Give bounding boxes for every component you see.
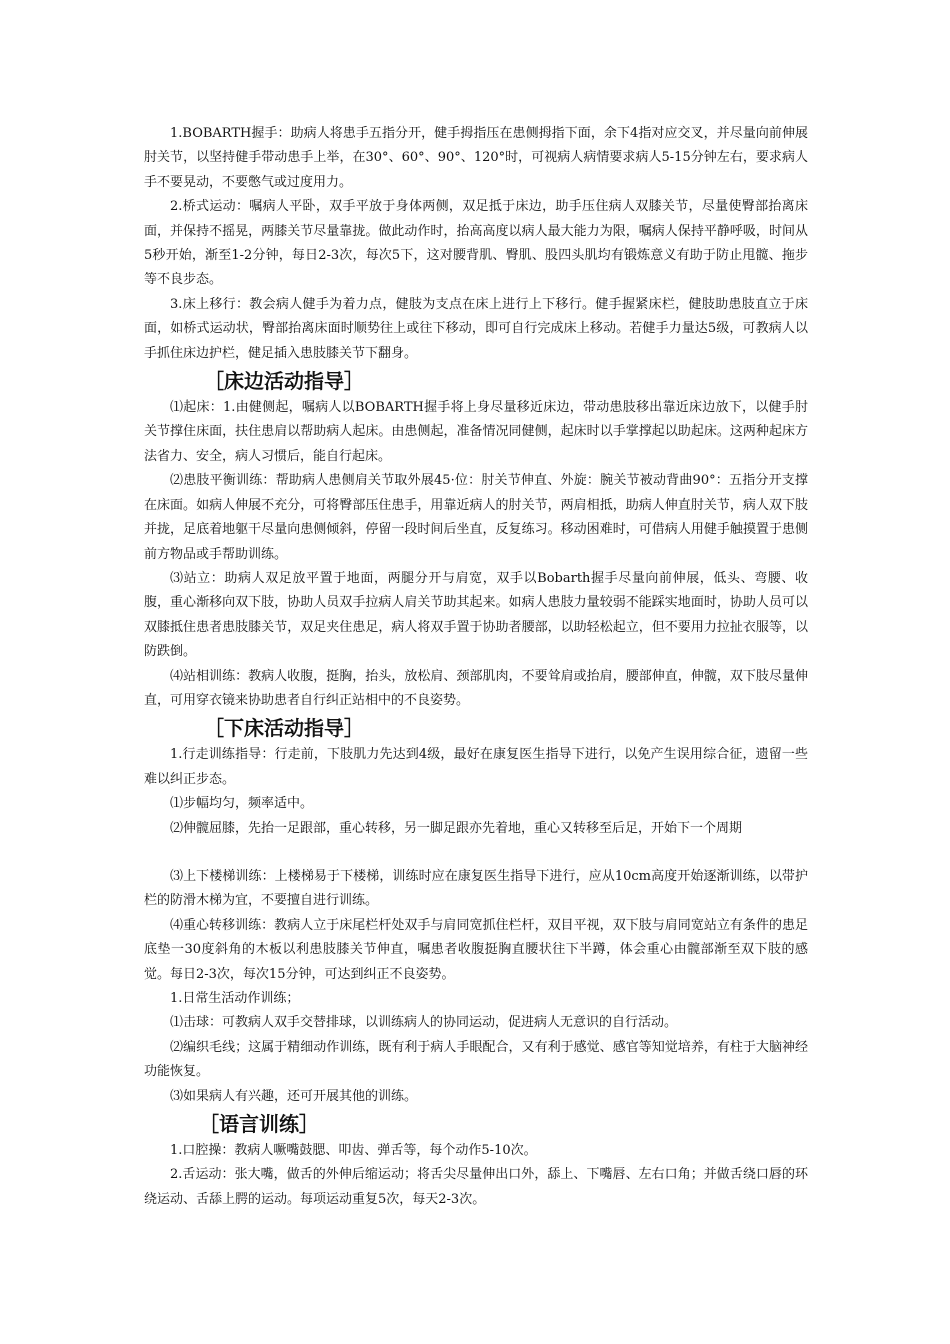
paragraph-knitting: ⑵编织毛线；这属于精细动作训练，既有利于病人手眼配合，又有利于感觉、感官等知觉培养，有柱于大脑神经功能恢复。 <box>144 1039 808 1080</box>
paragraph-posture-training: ⑷站相训练：教病人收腹，挺胸，抬头，放松肩、颈部肌肉，不要耸肩或抬肩，腰部伸直，伸髋，双下肢尽量伸直，可用穿衣镜来协助患者自行纠正站相中的不良姿势。 <box>144 668 808 708</box>
paragraph-hip-knee: ⑵伸髋屈膝，先抬一足跟部，重心转移，另一脚足跟亦先着地，重心又转移至后足，开始下一个周期 <box>170 820 743 836</box>
paragraph-standing: ⑶站立：助病人双足放平置于地面，两腿分开与肩宽，双手以Bobarth握手尽量向前伸展，低头、弯腰、收腹，重心渐移向双下肢，协助人员双手拉病人肩关节助其起来。如病人患肢力量较弱不能踩实地面时，协助人员可以双膝抵住患者患肢膝关节，双足夹住患足，病人将双手置于协助者腰部，以助轻松起立，但不要用力拉扯衣服等，以防跌倒。 <box>144 570 808 660</box>
paragraph-other-training: ⑶如果病人有兴趣，还可开展其他的训练。 <box>170 1088 418 1104</box>
paragraph-walking-guidance: 1.行走训练指导：行走前，下肢肌力先达到4级，最好在康复医生指导下进行，以免产生误用综合征，遗留一些难以纠正步态。 <box>144 747 808 787</box>
paragraph-tongue-exercise: 2.舌运动：张大嘴，做舌的外伸后缩运动；将舌尖尽量伸出口外，舔上、下嘴唇、左右口角；并做舌绕口唇的环绕运动、舌舔上腭的运动。每项运动重复5次，每天2-3次。 <box>144 1167 808 1207</box>
paragraph-ball: ⑴击球：可教病人双手交替排球，以训练病人的协同运动，促进病人无意识的自行活动。 <box>170 1015 678 1031</box>
paragraph-limb-balance: ⑵患肢平衡训练：帮助病人患侧肩关节取外展45·位：肘关节伸直、外旋：腕关节被动背曲90°：五指分开支撑在床面。如病人伸展不充分，可将臀部压住患手，用靠近病人的肘关节，两肩相抵，助病人伸直肘关节，病人双下肢并拢，足底着地躯干尽量向患侧倾斜，停留一段时间后坐直，反复练习。移动困难时，可借病人用健手触摸置于患侧前方物品或手帮助训练。 <box>144 473 808 562</box>
section-speech-training <box>144 1109 808 1212</box>
paragraph-daily-living: 1.日常生活动作训练； <box>170 991 300 1006</box>
section-heading-bedside: ［床边活动指导］ <box>204 369 364 394</box>
paragraph-bridge-exercise: 2.桥式运动：嘱病人平卧，双手平放于身体两侧，双足抵于床边，助手压住病人双膝关节，尽量使臀部抬离床面，并保持不摇晃，两膝关节尽量靠拢。做此动作时，抬高高度以病人最大能力为限，嘱病人保持平静呼吸，时间从5秒开始，渐至1-2分钟，每日2-3次，每次5下，这对腰背肌、臀肌、股四头肌均有锻炼意义有助于防止甩髋、拖步等不良步态。 <box>144 199 808 288</box>
blank-line <box>144 841 808 865</box>
section-bedside-activity <box>144 366 808 713</box>
section-out-of-bed-activity <box>144 713 808 1109</box>
section-heading-out-of-bed: ［下床活动指导］ <box>204 716 364 741</box>
paragraph-bobarth-grip: 1.BOBARTH握手：助病人将患手五指分开，健手拇指压在患侧拇指下面，余下4指对应交叉，并尽量向前伸展肘关节，以坚持健手带动患手上举，在30°、60°、90°、120°时，可视病人病情要求病人5-15分钟左右，要求病人手不要晃动，不要憋气或过度用力。 <box>144 126 808 190</box>
section-bed-exercises <box>144 122 808 366</box>
paragraph-weight-shift: ⑷重心转移训练：教病人立于床尾栏杆处双手与肩同宽抓住栏杆，双目平视，双下肢与肩同宽站立有条件的患足底垫一30度斜角的木板以利患肢膝关节伸直，嘱患者收腹挺胸直腰状往下半蹲，体会重心由髋部渐至双下肢的感觉。每日2-3次，每次15分钟，可达到纠正不良姿势。 <box>144 917 808 982</box>
paragraph-oral-exercise: 1.口腔操：教病人噘嘴鼓腮、叩齿、弹舌等，每个动作5-10次。 <box>170 1143 537 1159</box>
paragraph-stairs: ⑶上下楼梯训练：上楼梯易于下楼梯，训练时应在康复医生指导下进行，应从10cm高度开始逐渐训练，以带护栏的防滑木梯为宜，不要擅自进行训练。 <box>144 868 808 909</box>
paragraph-stride: ⑴步幅均匀，频率适中。 <box>170 796 314 812</box>
paragraph-bed-movement: 3.床上移行：教会病人健手为着力点，健肢为支点在床上进行上下移行。健手握紧床栏，健肢助患肢直立于床面，如桥式运动状，臀部抬离床面时顺势往上或往下移动，即可自行完成床上移动。若健手力量达5级，可教病人以手抓住床边护栏，健足插入患肢膝关节下翻身。 <box>144 296 808 361</box>
section-heading-speech: ［语言训练］ <box>199 1112 319 1137</box>
paragraph-getting-up: ⑴起床：1.由健侧起，嘱病人以BOBARTH握手将上身尽量移近床边，带动患肢移出靠近床边放下，以健手肘关节撑住床面，扶住患肩以帮助病人起床。由患侧起，准备情况同健侧，起床时以手掌撑起以助起床。这两种起床方法省力、安全，病人习惯后，能自行起床。 <box>144 400 808 464</box>
document-page <box>144 122 808 1212</box>
